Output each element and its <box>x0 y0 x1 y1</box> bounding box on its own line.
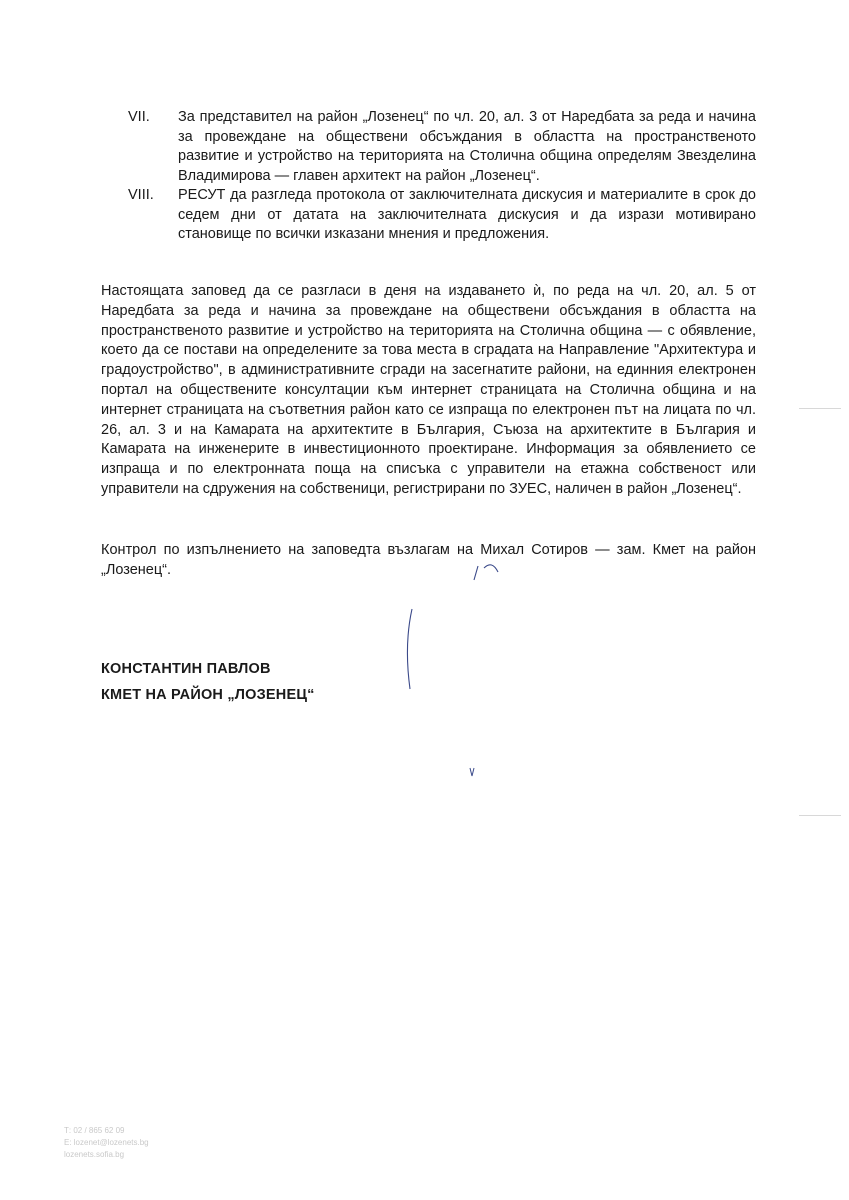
footer-contacts <box>64 1125 149 1161</box>
list-item <box>128 108 756 186</box>
control-paragraph: Контрол по изпълнението на заповедта възлагам на Михал Сотиров — зам. Кмет на район „Лозенец“. <box>101 542 756 578</box>
signatory-title: КМЕТ НА РАЙОН „ЛОЗЕНЕЦ“ <box>101 687 315 703</box>
publication-paragraph: Настоящата заповед да се разгласи в деня на издаването ѝ, по реда на чл. 20, ал. 5 от Наредбата за реда и начина за провеждане на обществени обсъждания в областта на пространственото развитие и устройство на територията на Столична община — с обявление, което да се постави на определените за това места в сградата на Направление "Архитектура и градоустройство", в административните сгради на засегнатите райони, на единния електронен портал на обществените консултации към интернет страницата на Столична община и на интернет страницата на съответния район като се изпраща по електронен път на лицата по чл. 26, ал. 3 и на Камарата на архитектите в България, Съюза на архитектите в България и Камарата на инженерите в инвестиционното проектиране. Информация за обявлението се изпраща и по електронната поща на списъка с управители на етажна собственост или управители на сдружения на собственици, регистрирани по ЗУЕС, наличен в район „Лозенец“. <box>101 283 756 497</box>
list-item <box>128 186 756 245</box>
margin-divider <box>799 815 841 816</box>
list-numeral: VII. <box>128 109 150 125</box>
ink-dot-mark <box>468 766 476 778</box>
footer-phone: Т: 02 / 865 62 09 <box>64 1126 125 1135</box>
numbered-list <box>128 108 756 245</box>
list-item-text: За представител на район „Лозенец“ по чл. 20, ал. 3 от Наредбата за реда и начина за провеждане на обществени обсъждания в областта на пространственото развитие и устройство на територията на Столична община определям Звезделина Владимирова — главен архитект на район „Лозенец“. <box>178 109 756 184</box>
footer-email: E: lozenet@lozenets.bg <box>64 1138 149 1147</box>
list-item-text: РЕСУТ да разгледа протокола от заключителната дискусия и материалите в срок до седем дни от датата на заключителната дискусия и да изрази мотивирано становище по всички изказани мнения и предложения. <box>178 187 756 242</box>
initials-mark <box>470 560 510 582</box>
signatory-name: КОНСТАНТИН ПАВЛОВ <box>101 661 271 677</box>
signature-mark <box>398 605 428 695</box>
list-numeral: VIII. <box>128 187 154 203</box>
margin-divider <box>799 408 841 409</box>
footer-web: lozenets.sofia.bg <box>64 1150 125 1159</box>
